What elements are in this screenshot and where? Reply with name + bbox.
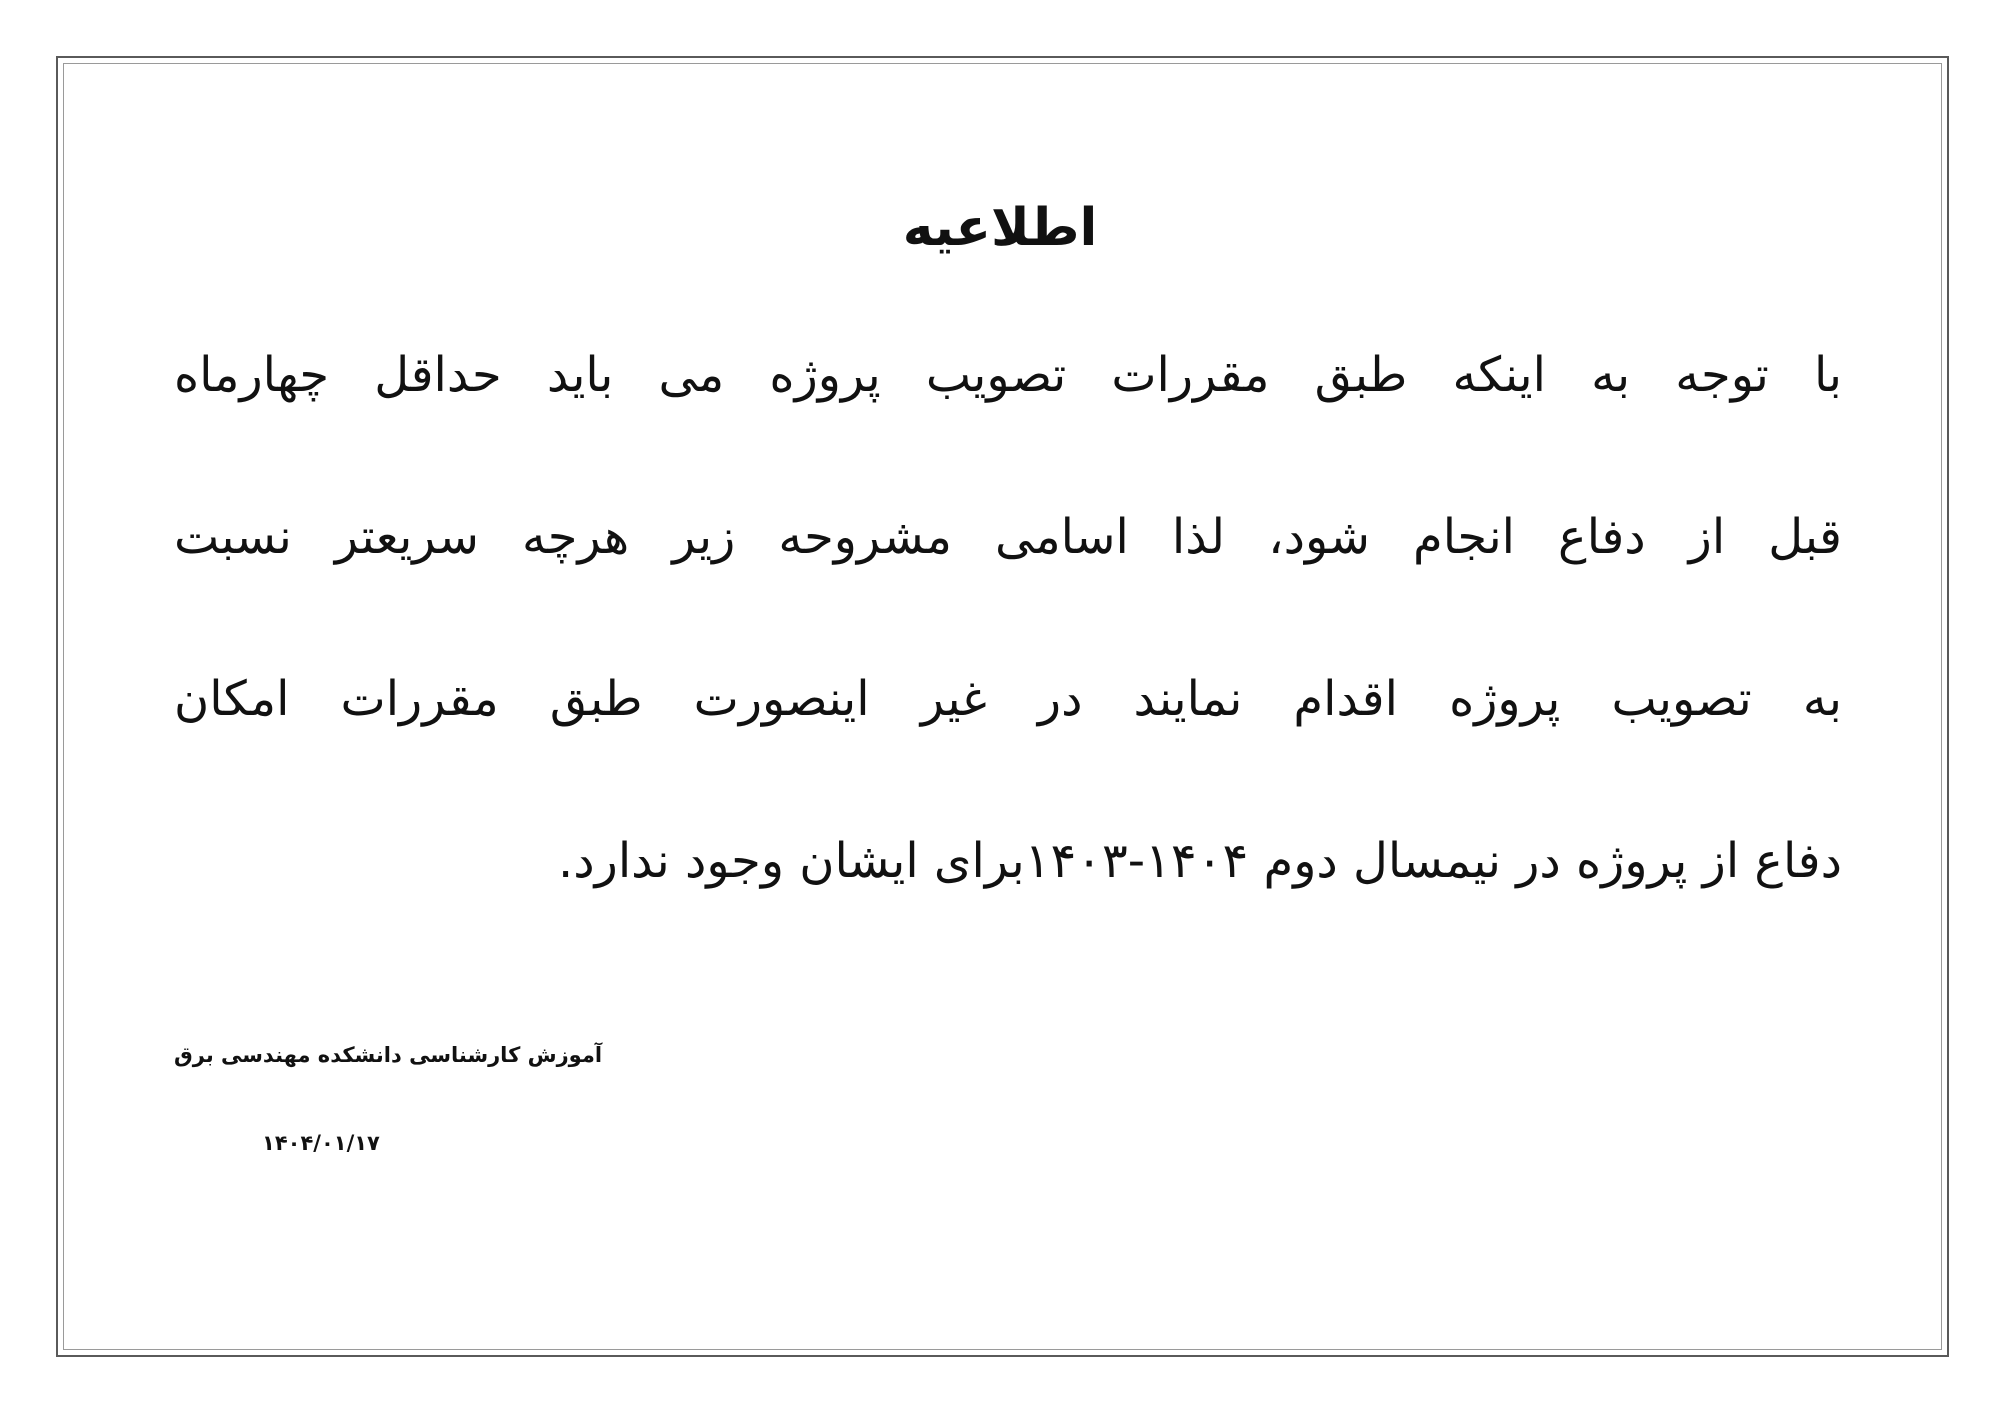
notice-body xyxy=(174,320,1842,968)
notice-body-line-4: دفاع از پروژه در نیمسال دوم ۱۴۰۴-۱۴۰۳برای ایشان وجود ندارد. xyxy=(558,833,1842,889)
notice-body-line-1: با توجه به اینکه طبق مقررات تصویب پروژه می باید حداقل چهارماه xyxy=(174,347,1842,403)
notice-title: اطلاعیه xyxy=(902,198,1098,258)
notice-body-line-3: به تصویب پروژه اقدام نمایند در غیر اینصورت طبق مقررات امکان xyxy=(174,671,1842,727)
department-signature: آموزش کارشناسی دانشکده مهندسی برق xyxy=(174,1043,603,1067)
notice-date: ۱۴۰۴/۰۱/۱۷ xyxy=(262,1131,380,1155)
notice-body-line-2: قبل از دفاع انجام شود، لذا اسامی مشروحه زیر هرچه سریعتر نسبت xyxy=(174,509,1842,565)
